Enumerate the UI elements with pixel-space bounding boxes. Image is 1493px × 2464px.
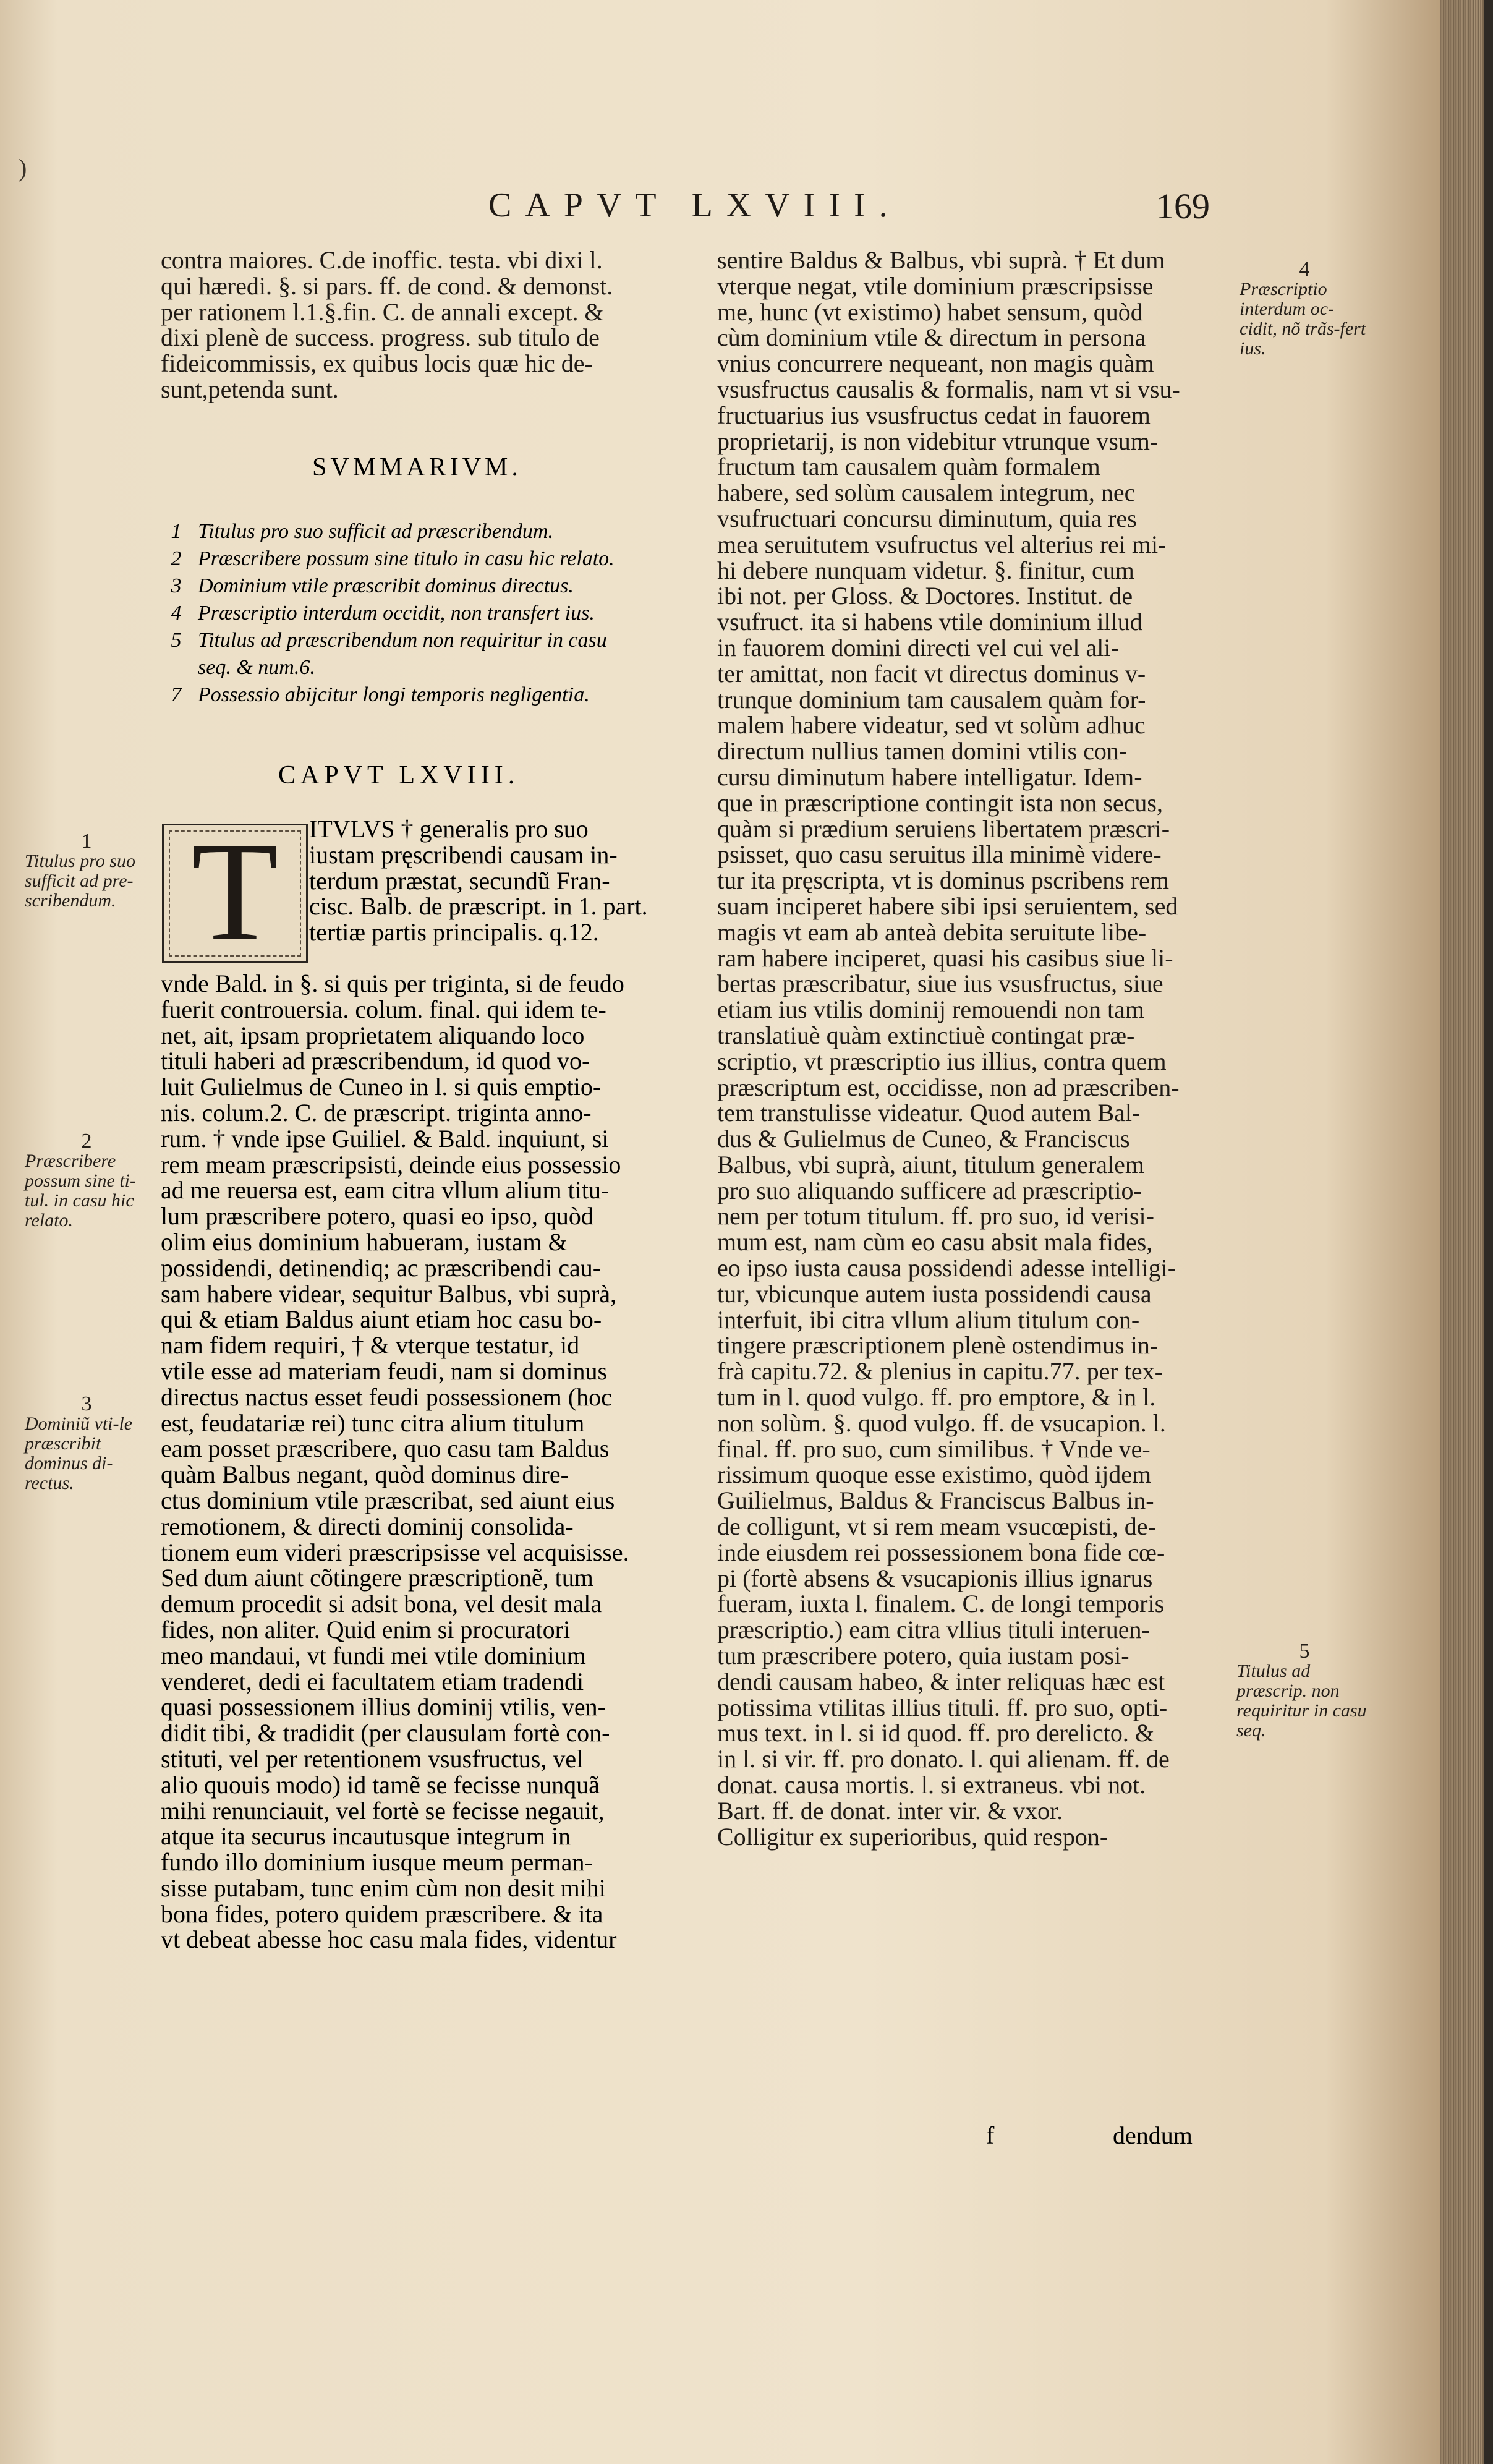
margin-note-3 [25,1394,148,1493]
text-line: præscriptio.) eam citra vllius tituli interuen- [717,1616,1150,1644]
text-line: mus text. in l. si id quod. ff. pro derelicto. & [717,1719,1154,1747]
text-line: tum in l. quod vulgo. ff. pro emptore, & in l. [717,1383,1156,1412]
text-line: pi (fortè absens & vsucapionis illius ignarus [717,1564,1153,1592]
text-line: cùm dominium vtile & directum in persona [717,323,1146,352]
text-line: atque ita securus incautusque integrum in [161,1822,571,1851]
text-line: habere, sed solùm causalem integrum, nec [717,479,1136,507]
text-line: ITVLVS † generalis pro suo [309,815,589,843]
summary-text: Præscribere possum sine titulo in casu hic relato. [198,547,615,570]
summary-num: 5 [171,629,182,652]
text-line: remotionem, & directi dominij consolida- [161,1512,574,1540]
text-line: præscriptum est, occidisse, non ad præscriben- [717,1073,1180,1101]
text-line: rissimum quoque esse existimo, quòd ijdem [717,1460,1152,1489]
text-line: demum procedit si adsit bona, vel desit mala [161,1590,602,1618]
note-number: 3 [81,1392,92,1415]
summary-item [155,627,680,654]
text-line: mihi renunciauit, vel fortè se fecisse negauit, [161,1796,605,1825]
summary-num [155,654,198,681]
text-line: tingere præscriptionem plenè ostendimus in- [717,1331,1159,1360]
text-line: interfuit, ibi citra vllum alium titulum con- [717,1305,1140,1334]
text-line: proprietarij, is non videbitur vtrunque vsum- [717,427,1159,455]
summary-item [155,681,680,709]
note-number: 5 [1299,1640,1310,1663]
text-line: hi debere nunquam videtur. §. finitur, cum [717,556,1134,584]
text-line: ad me reuersa est, eam citra vllum alium titu- [161,1176,610,1204]
text-line: Sed dum aiunt cõtingere præscriptionẽ, tum [161,1564,593,1592]
text-line: venderet, dedi ei facultatem etiam tradendi [161,1667,584,1695]
text-line: scriptio, vt præscriptio ius illius, contra quem [717,1047,1167,1075]
text-line: est, feudatariæ rei) tunc citra alium titulum [161,1409,585,1437]
summary-text: Titulus ad præscribendum non requiritur in casu [198,629,607,652]
text-line: tum præscribere potero, quia iustam posi- [717,1642,1129,1670]
text-line: fructum tam causalem quàm formalem [717,453,1100,481]
text-line: vsufructuari concursu diminutum, quia res [717,504,1137,532]
summary-text: seq. & num.6. [198,656,315,679]
text-line: dus & Gulielmus de Cuneo, & Franciscus [717,1125,1130,1153]
text-line: cursu diminutum habere intelligatur. Idem- [717,762,1142,791]
text-line: Guilielmus, Baldus & Franciscus Balbus in- [717,1486,1154,1515]
text-line: nam fidem requiri, † & vterque testatur, id [161,1331,580,1360]
margin-note-5 [1236,1642,1372,1741]
text-line: etiam ius vtilis dominij remouendi non tam [717,995,1145,1024]
text-line: final. ff. pro suo, cum similibus. † Vnde ve- [717,1434,1151,1463]
summary-text: Præscriptio interdum occidit, non transfert ius. [198,602,595,625]
text-line: vsusfructus causalis & formalis, nam vt si vsu- [717,375,1180,403]
text-line: in l. si vir. ff. pro donato. l. qui alienam. ff. de [717,1745,1170,1773]
text-line: pro suo aliquando sufficere ad præscriptio- [717,1176,1142,1204]
summary-list [155,518,680,709]
text-line: terdum præstat, secundũ Fran- [309,866,610,895]
text-line: suam inciperet habere sibi ipsi seruientem, sed [717,892,1178,920]
text-line: tituli haberi ad præscribendum, id quod vo- [161,1047,590,1075]
text-line: nem per totum titulum. ff. pro suo, id verisi- [717,1202,1154,1230]
text-line: potissima vtilitas illius tituli. ff. pro suo, opti- [717,1693,1168,1721]
signature-mark: f [986,2121,995,2149]
text-line: sam habere videar, sequitur Balbus, vbi suprà, [161,1279,617,1308]
text-line: tionem eum videri præscripsisse vel acquisisse. [161,1538,629,1566]
text-line: directus nactus esset feudi possessionem (hoc [161,1383,612,1411]
note-number: 4 [1299,258,1310,281]
text-line: vsufruct. ita si habens vtile dominium illud [717,608,1142,636]
text-line: inde eiusdem rei possessionem bona fide cœ- [717,1538,1165,1566]
text-line: vnius concurrere nequeant, non magis quàm [717,349,1154,378]
text-line: vterque negat, vtile dominium præscripsisse [717,271,1154,300]
summary-item [155,518,680,545]
text-line: que in præscriptione contingit ista non secus, [717,788,1163,817]
text-line: sunt,petenda sunt. [161,375,339,403]
note-number: 1 [81,830,92,853]
text-line: directum nullius tamen domini vtilis con- [717,737,1128,765]
summary-title: SVMMARIVM. [312,453,522,482]
text-line: bertas præscribatur, siue ius vsusfructus, siue [717,970,1163,998]
text-line: psisset, quo casu seruitus illa minimè videre- [717,840,1162,869]
text-line: quasi possessionem illius dominij vtilis, ven- [161,1693,606,1721]
text-line: contra maiores. C.de inoffic. testa. vbi dixi l. [161,246,603,274]
summary-num: 7 [171,683,182,706]
text-line: sentire Baldus & Balbus, vbi suprà. † Et dum [717,246,1165,274]
summary-num: 2 [171,547,182,570]
text-line: fides, non aliter. Quid enim si procuratori [161,1615,571,1643]
note-number: 2 [81,1130,92,1153]
text-line: olim eius dominium habueram, iustam & [161,1227,568,1256]
text-line: quàm si prædium seruiens libertatem præscri- [717,814,1170,843]
text-line: in fauorem domini directi vel cui vel ali- [717,633,1119,662]
text-line: possidendi, detinendiq; ac præscribendi cau- [161,1253,602,1282]
text-line: tur ita pręscripta, vt is dominus pscribens rem [717,866,1169,895]
catchword: dendum [1113,2121,1193,2149]
text-line: donat. causa mortis. l. si extraneus. vbi not. [717,1771,1146,1799]
note-text: Præscribere possum sine ti-tul. in casu hic relato. [25,1151,136,1230]
text-line: qui & etiam Baldus aiunt etiam hoc casu bo- [161,1305,602,1334]
text-line: per rationem l.1.§.fin. C. de annali except. & [161,297,604,326]
note-text: Titulus ad præscrip. non requiritur in casu seq. [1236,1661,1367,1741]
summary-item [155,573,680,600]
text-line: alio quouis modo) id tamẽ se fecisse nunquã [161,1770,600,1799]
text-line: malem habere videatur, sed vt solùm adhuc [717,711,1146,740]
left-column-top [161,247,674,403]
summary-num: 3 [171,574,182,597]
text-line: sisse putabam, tunc enim cùm non desit mihi [161,1874,606,1902]
summary-text: Possessio abijcitur longi temporis negligentia. [198,683,590,706]
text-line: fundo illo dominium iusque meum perman- [161,1848,593,1877]
summary-text: Dominium vtile præscribit dominus directus. [198,574,574,597]
running-title: CAPVT LXVIII. [488,186,901,224]
text-line: eo ipso iusta causa possidendi adesse intelligi- [717,1254,1176,1282]
summary-item [155,654,680,681]
text-line: Colligitur ex superioribus, quid respon- [717,1822,1108,1851]
text-line: qui hæredi. §. si pars. ff. de cond. & demonst. [161,271,613,300]
summary-num: 4 [171,602,182,625]
text-line: vtile esse ad materiam feudi, nam si dominus [161,1357,608,1385]
decorated-initial [162,812,308,970]
text-line: didit tibi, & tradidit (per clausulam fortè con- [161,1719,610,1747]
text-line: dendi causam habeo, & inter reliquas hæc est [717,1667,1165,1695]
text-line: net, ait, ipsam proprietatem aliquando loco [161,1021,585,1049]
text-line: me, hunc (vt existimo) habet sensum, quòd [717,297,1143,326]
binding-shadow [1484,0,1493,2464]
text-line: luit Gulielmus de Cuneo in l. si quis emptio- [161,1073,602,1101]
text-line: tertiæ partis principalis. q.12. [309,918,599,947]
text-line: fideicommissis, ex quibus locis quæ hic de- [161,349,593,378]
text-line: de colligunt, vt si rem meam vsucœpisti, de- [717,1512,1156,1541]
margin-note-2 [25,1132,148,1230]
text-line: stituti, vel per retentionem vsusfructus, vel [161,1744,584,1773]
initial-letter: T [191,812,279,970]
text-line: translatiuè quàm extinctiuè contingat præ- [717,1021,1135,1049]
text-line: meo mandaui, vt fundi mei vtile dominium [161,1641,586,1669]
text-line: tur, vbicunque autem iusta possidendi causa [717,1279,1152,1308]
text-line: eam posset præscribere, quo casu tam Baldus [161,1434,610,1463]
text-line: vnde Bald. in §. si quis per triginta, si de feudo [161,970,624,997]
text-line: vt debeat abesse hoc casu mala fides, videntur [161,1925,617,1954]
summary-item [155,545,680,573]
summary-text: Titulus pro suo sufficit ad præscribendum. [198,520,553,543]
note-text: Dominiũ vti-le præscribit dominus di-rectus. [25,1413,133,1493]
text-line: iustam pręscribendi causam in- [309,840,618,869]
text-line: quàm Balbus negant, quòd dominus dire- [161,1460,569,1489]
chapter-opening [309,816,674,945]
text-line: mea seruitutem vsufructus vel alterius rei mi- [717,530,1167,558]
text-line: tem transtulisse videatur. Quod autem Bal- [717,1099,1141,1127]
right-column [717,247,1230,1849]
note-text: Titulus pro suo sufficit ad pre-scribendum. [25,851,135,911]
text-line: frà capitu.72. & plenius in capitu.77. per tex- [717,1357,1163,1386]
text-line: ibi not. per Gloss. & Doctores. Institut. de [717,582,1133,610]
text-line: fructuarius ius vsusfructus cedat in fauorem [717,401,1151,429]
chapter-title: CAPVT LXVIII. [278,761,520,790]
note-text: Præscriptio interdum oc-cidit, nõ trãs-fert ius. [1240,279,1366,359]
text-line: fueram, iuxta l. finalem. C. de longi temporis [717,1590,1165,1618]
text-line: magis vt eam ab anteà debita seruitute libe- [717,918,1147,946]
text-line: mum est, nam cùm eo casu absit mala fides, [717,1228,1153,1256]
text-line: rem meam præscripsisti, deinde eius possessio [161,1150,621,1179]
text-line: Bart. ff. de donat. inter vir. & vxor. [717,1796,1063,1825]
text-line: trunque dominium tam causalem quàm for- [717,685,1146,714]
text-line: lum præscribere potero, quasi eo ipso, quòd [161,1202,593,1230]
text-line: Balbus, vbi suprà, aiunt, titulum generalem [717,1150,1144,1179]
left-column-body [161,971,674,1953]
margin-note-1 [25,832,148,911]
margin-note-4 [1240,260,1369,359]
text-line: ter amittat, non facit vt directus dominus v- [717,659,1146,688]
text-line: rum. † vnde ipse Guiliel. & Bald. inquiunt, si [161,1124,609,1153]
summary-num: 1 [171,520,182,543]
text-line: ctus dominium vtile præscribat, sed aiunt eius [161,1486,615,1514]
text-line: ram habere inciperet, quasi his casibus siue li- [717,944,1173,972]
page-number: 169 [1156,186,1210,226]
text-line: non solùm. §. quod vulgo. ff. de vsucapion. l. [717,1409,1166,1437]
margin-mark: ) [19,154,27,182]
text-line: cisc. Balb. de præscript. in 1. part. [309,892,648,921]
summary-item [155,600,680,627]
text-line: fuerit controuersia. colum. final. qui idem te- [161,995,606,1023]
text-line: bona fides, potero quidem præscribere. & ita [161,1899,603,1928]
text-line: dixi plenè de success. progress. sub titulo de [161,323,600,352]
text-line: nis. colum.2. C. de præscript. triginta anno- [161,1098,592,1127]
